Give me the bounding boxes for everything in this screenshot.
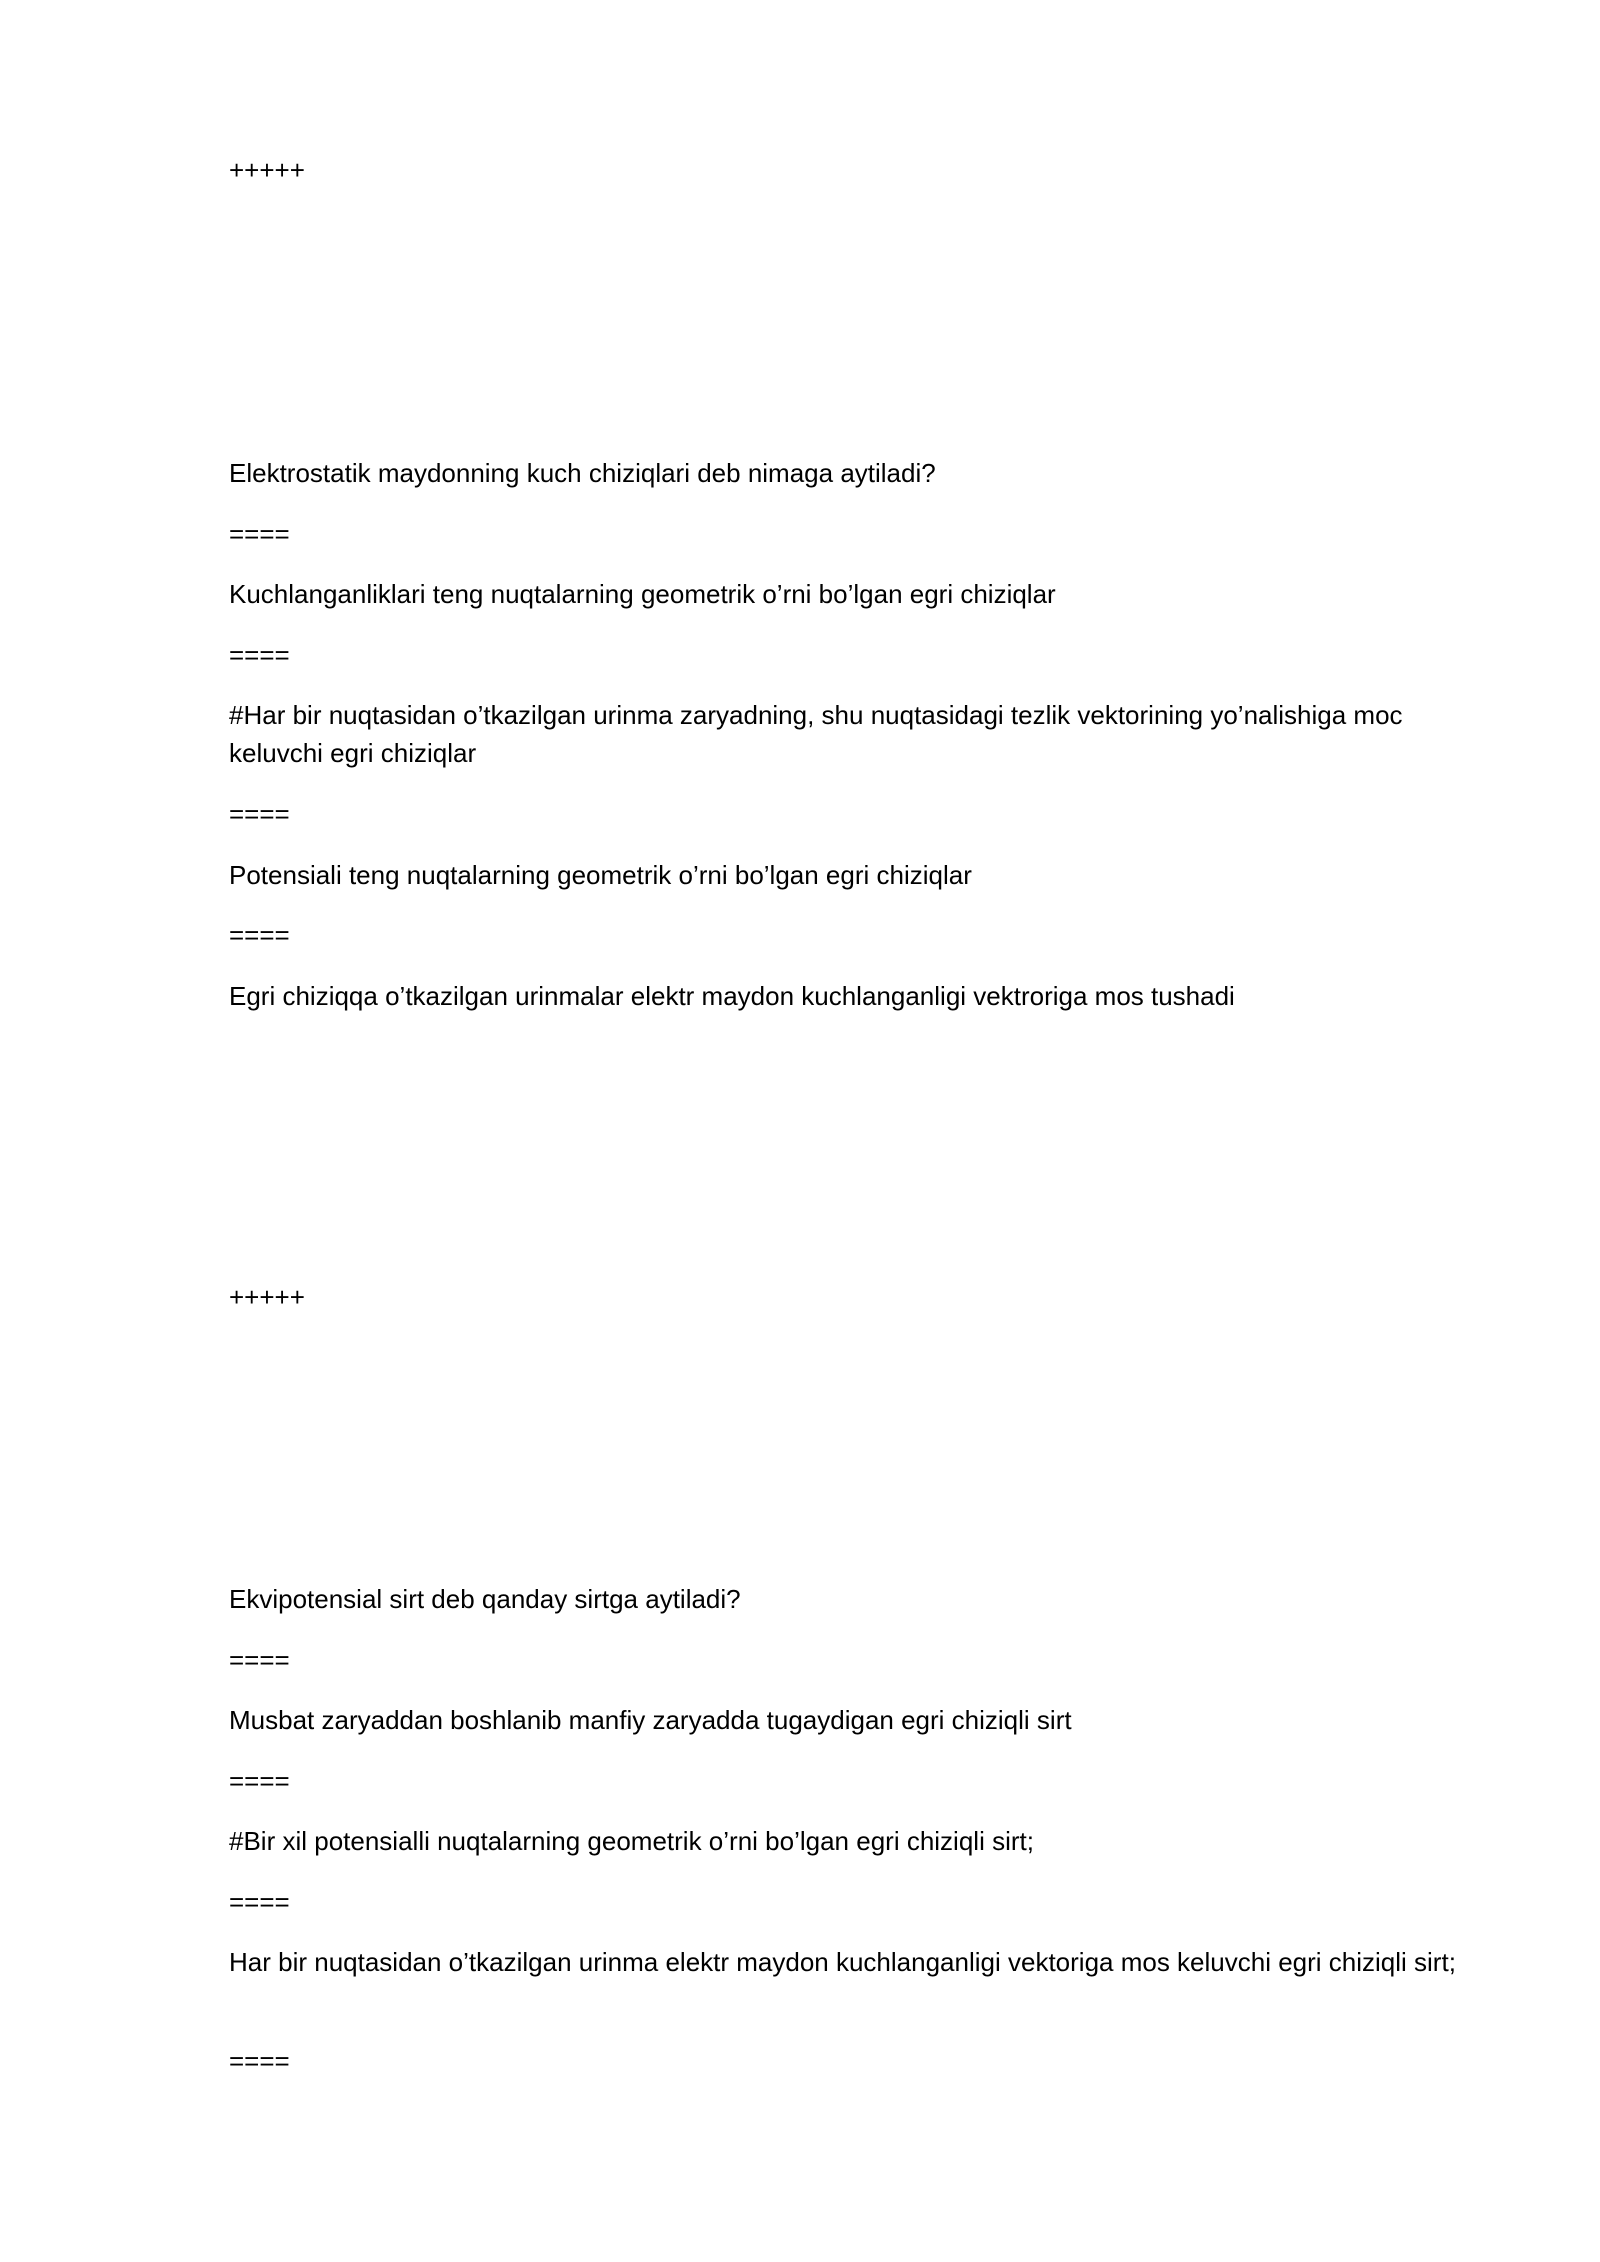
answer-option: Egri chiziqqa o’tkazilgan urinmalar elektr maydon kuchlanganligi vektroriga mos tushadi bbox=[229, 981, 1235, 1011]
separator-equals: ==== bbox=[229, 1645, 290, 1675]
separator-equals: ==== bbox=[229, 799, 290, 829]
separator-equals: ==== bbox=[229, 640, 290, 670]
answer-option: Musbat zaryaddan boshlanib manfiy zaryadda tugaydigan egri chiziqli sirt bbox=[229, 1705, 1072, 1735]
answer-option: Har bir nuqtasidan o’tkazilgan urinma elektr maydon kuchlanganligi vektoriga mos keluvchi egri chiziqli sirt; bbox=[229, 1947, 1456, 1977]
separator-plus: +++++ bbox=[229, 1282, 305, 1312]
answer-option: Kuchlanganliklari teng nuqtalarning geometrik o’rni bo’lgan egri chiziqlar bbox=[229, 579, 1056, 609]
separator-equals: ==== bbox=[229, 920, 290, 950]
answer-option: Potensiali teng nuqtalarning geometrik o’rni bo’lgan egri chiziqlar bbox=[229, 860, 972, 890]
separator-equals: ==== bbox=[229, 519, 290, 549]
question-1: Elektrostatik maydonning kuch chiziqlari deb nimaga aytiladi? bbox=[229, 458, 936, 488]
separator-equals: ==== bbox=[229, 1766, 290, 1796]
answer-option-correct: #Bir xil potensialli nuqtalarning geometrik o’rni bo’lgan egri chiziqli sirt; bbox=[229, 1826, 1034, 1856]
separator-equals: ==== bbox=[229, 1887, 290, 1917]
separator-plus: +++++ bbox=[229, 155, 305, 185]
separator-equals: ==== bbox=[229, 2046, 290, 2076]
answer-option-correct: #Har bir nuqtasidan o’tkazilgan urinma zaryadning, shu nuqtasidagi tezlik vektorining yo’nalishiga moc keluvchi egri chiziqlar bbox=[229, 700, 1403, 768]
question-2: Ekvipotensial sirt deb qanday sirtga aytiladi? bbox=[229, 1584, 741, 1614]
